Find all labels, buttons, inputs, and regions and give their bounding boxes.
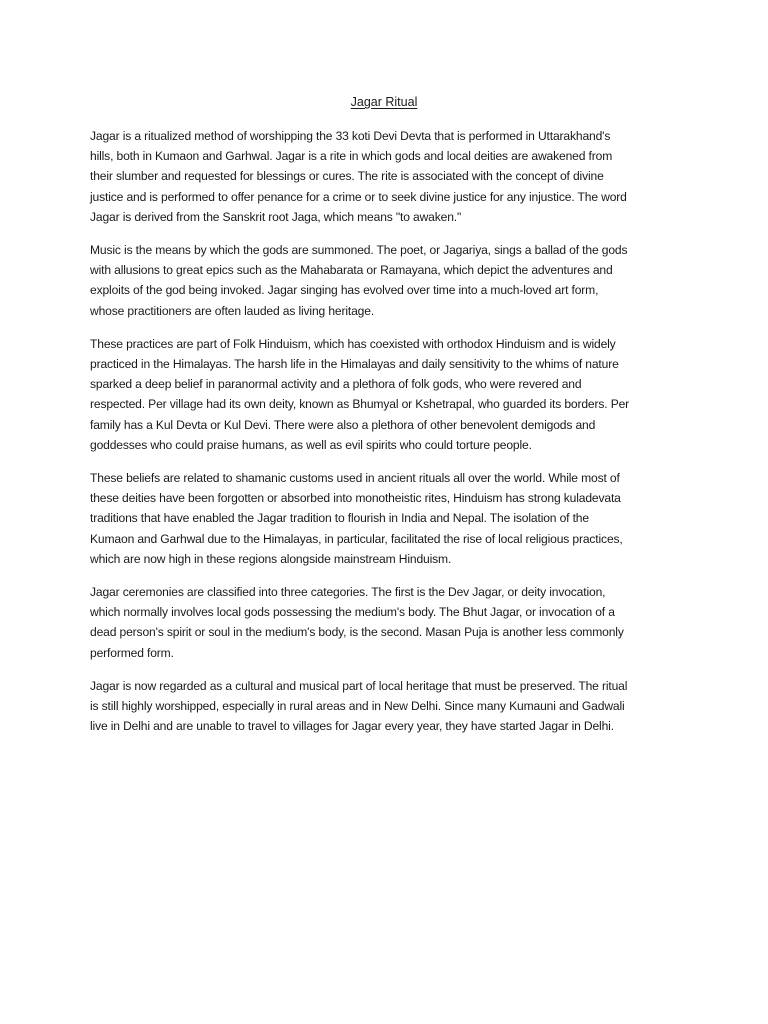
paragraph-2	[90, 240, 664, 321]
text-line: family has a Kul Devta or Kul Devi. There were also a plethora of other benevolent demigods and	[90, 417, 596, 432]
text-line: respected. Per village had its own deity, known as Bhumyal or Kshetrapal, who guarded its borders. Per	[90, 397, 630, 412]
paragraph-6	[90, 676, 664, 737]
text-line: These practices are part of Folk Hinduism, which has coexisted with orthodox Hinduism and is widely	[90, 336, 616, 351]
text-line: goddesses who could praise humans, as well as evil spirits who could torture people.	[90, 437, 532, 452]
text-line: which are now high in these regions alongside mainstream Hinduism.	[90, 551, 452, 566]
document-title: Jagar Ritual	[350, 95, 418, 109]
text-line: Jagar is derived from the Sanskrit root Jaga, which means "to awaken."	[90, 209, 462, 224]
text-line: These beliefs are related to shamanic customs used in ancient rituals all over the world. While most of	[90, 471, 620, 486]
paragraph-5	[90, 582, 664, 663]
text-line: their slumber and requested for blessings or cures. The rite is associated with the concept of divine	[90, 169, 604, 184]
text-line: hills, both in Kumaon and Garhwal. Jagar is a rite in which gods and local deities are awakened from	[90, 149, 613, 164]
text-line: live in Delhi and are unable to travel to villages for Jagar every year, they have started Jagar in Delhi.	[90, 719, 614, 734]
text-line: dead person's spirit or soul in the medium's body, is the second. Masan Puja is another less commonly	[90, 625, 624, 640]
text-line: traditions that have enabled the Jagar tradition to flourish in India and Nepal. The isolation of the	[90, 511, 589, 526]
text-line: Jagar is a ritualized method of worshipping the 33 koti Devi Devta that is performed in Uttarakhand's	[90, 129, 611, 143]
paragraph-1	[90, 126, 664, 227]
text-line: Kumaon and Garhwal due to the Himalayas, in particular, facilitated the rise of local religious practices,	[90, 531, 623, 546]
text-line: is still highly worshipped, especially in rural areas and in New Delhi. Since many Kumauni and Gadwali	[90, 699, 625, 714]
text-line: practiced in the Himalayas. The harsh life in the Himalayas and daily sensitivity to the whims of nature	[90, 357, 619, 372]
paragraph-4	[90, 468, 664, 569]
text-line: exploits of the god being invoked. Jagar singing has evolved over time into a much-loved art form,	[90, 283, 599, 298]
text-line: justice and is performed to offer penance for a crime or to seek divine justice for any injustice. The word	[90, 189, 627, 204]
text-line: Jagar ceremonies are classified into three categories. The first is the Dev Jagar, or deity invocation,	[90, 585, 606, 600]
text-line: with allusions to great epics such as the Mahabarata or Ramayana, which depict the adventures and	[90, 263, 613, 278]
text-line: Music is the means by which the gods are summoned. The poet, or Jagariya, sings a ballad of the gods	[90, 243, 628, 258]
text-line: which normally involves local gods possessing the medium's body. The Bhut Jagar, or invocation of a	[90, 605, 615, 620]
document-body	[90, 126, 664, 749]
text-line: these deities have been forgotten or absorbed into monotheistic rites, Hinduism has strong kuladevata	[90, 491, 621, 506]
text-line: performed form.	[90, 645, 174, 660]
text-line: sparked a deep belief in paranormal activity and a plethora of folk gods, who were revered and	[90, 377, 582, 392]
paragraph-3	[90, 334, 664, 455]
text-line: whose practitioners are often lauded as living heritage.	[90, 303, 375, 318]
text-line: Jagar is now regarded as a cultural and musical part of local heritage that must be preserved. The ritual	[90, 678, 628, 693]
